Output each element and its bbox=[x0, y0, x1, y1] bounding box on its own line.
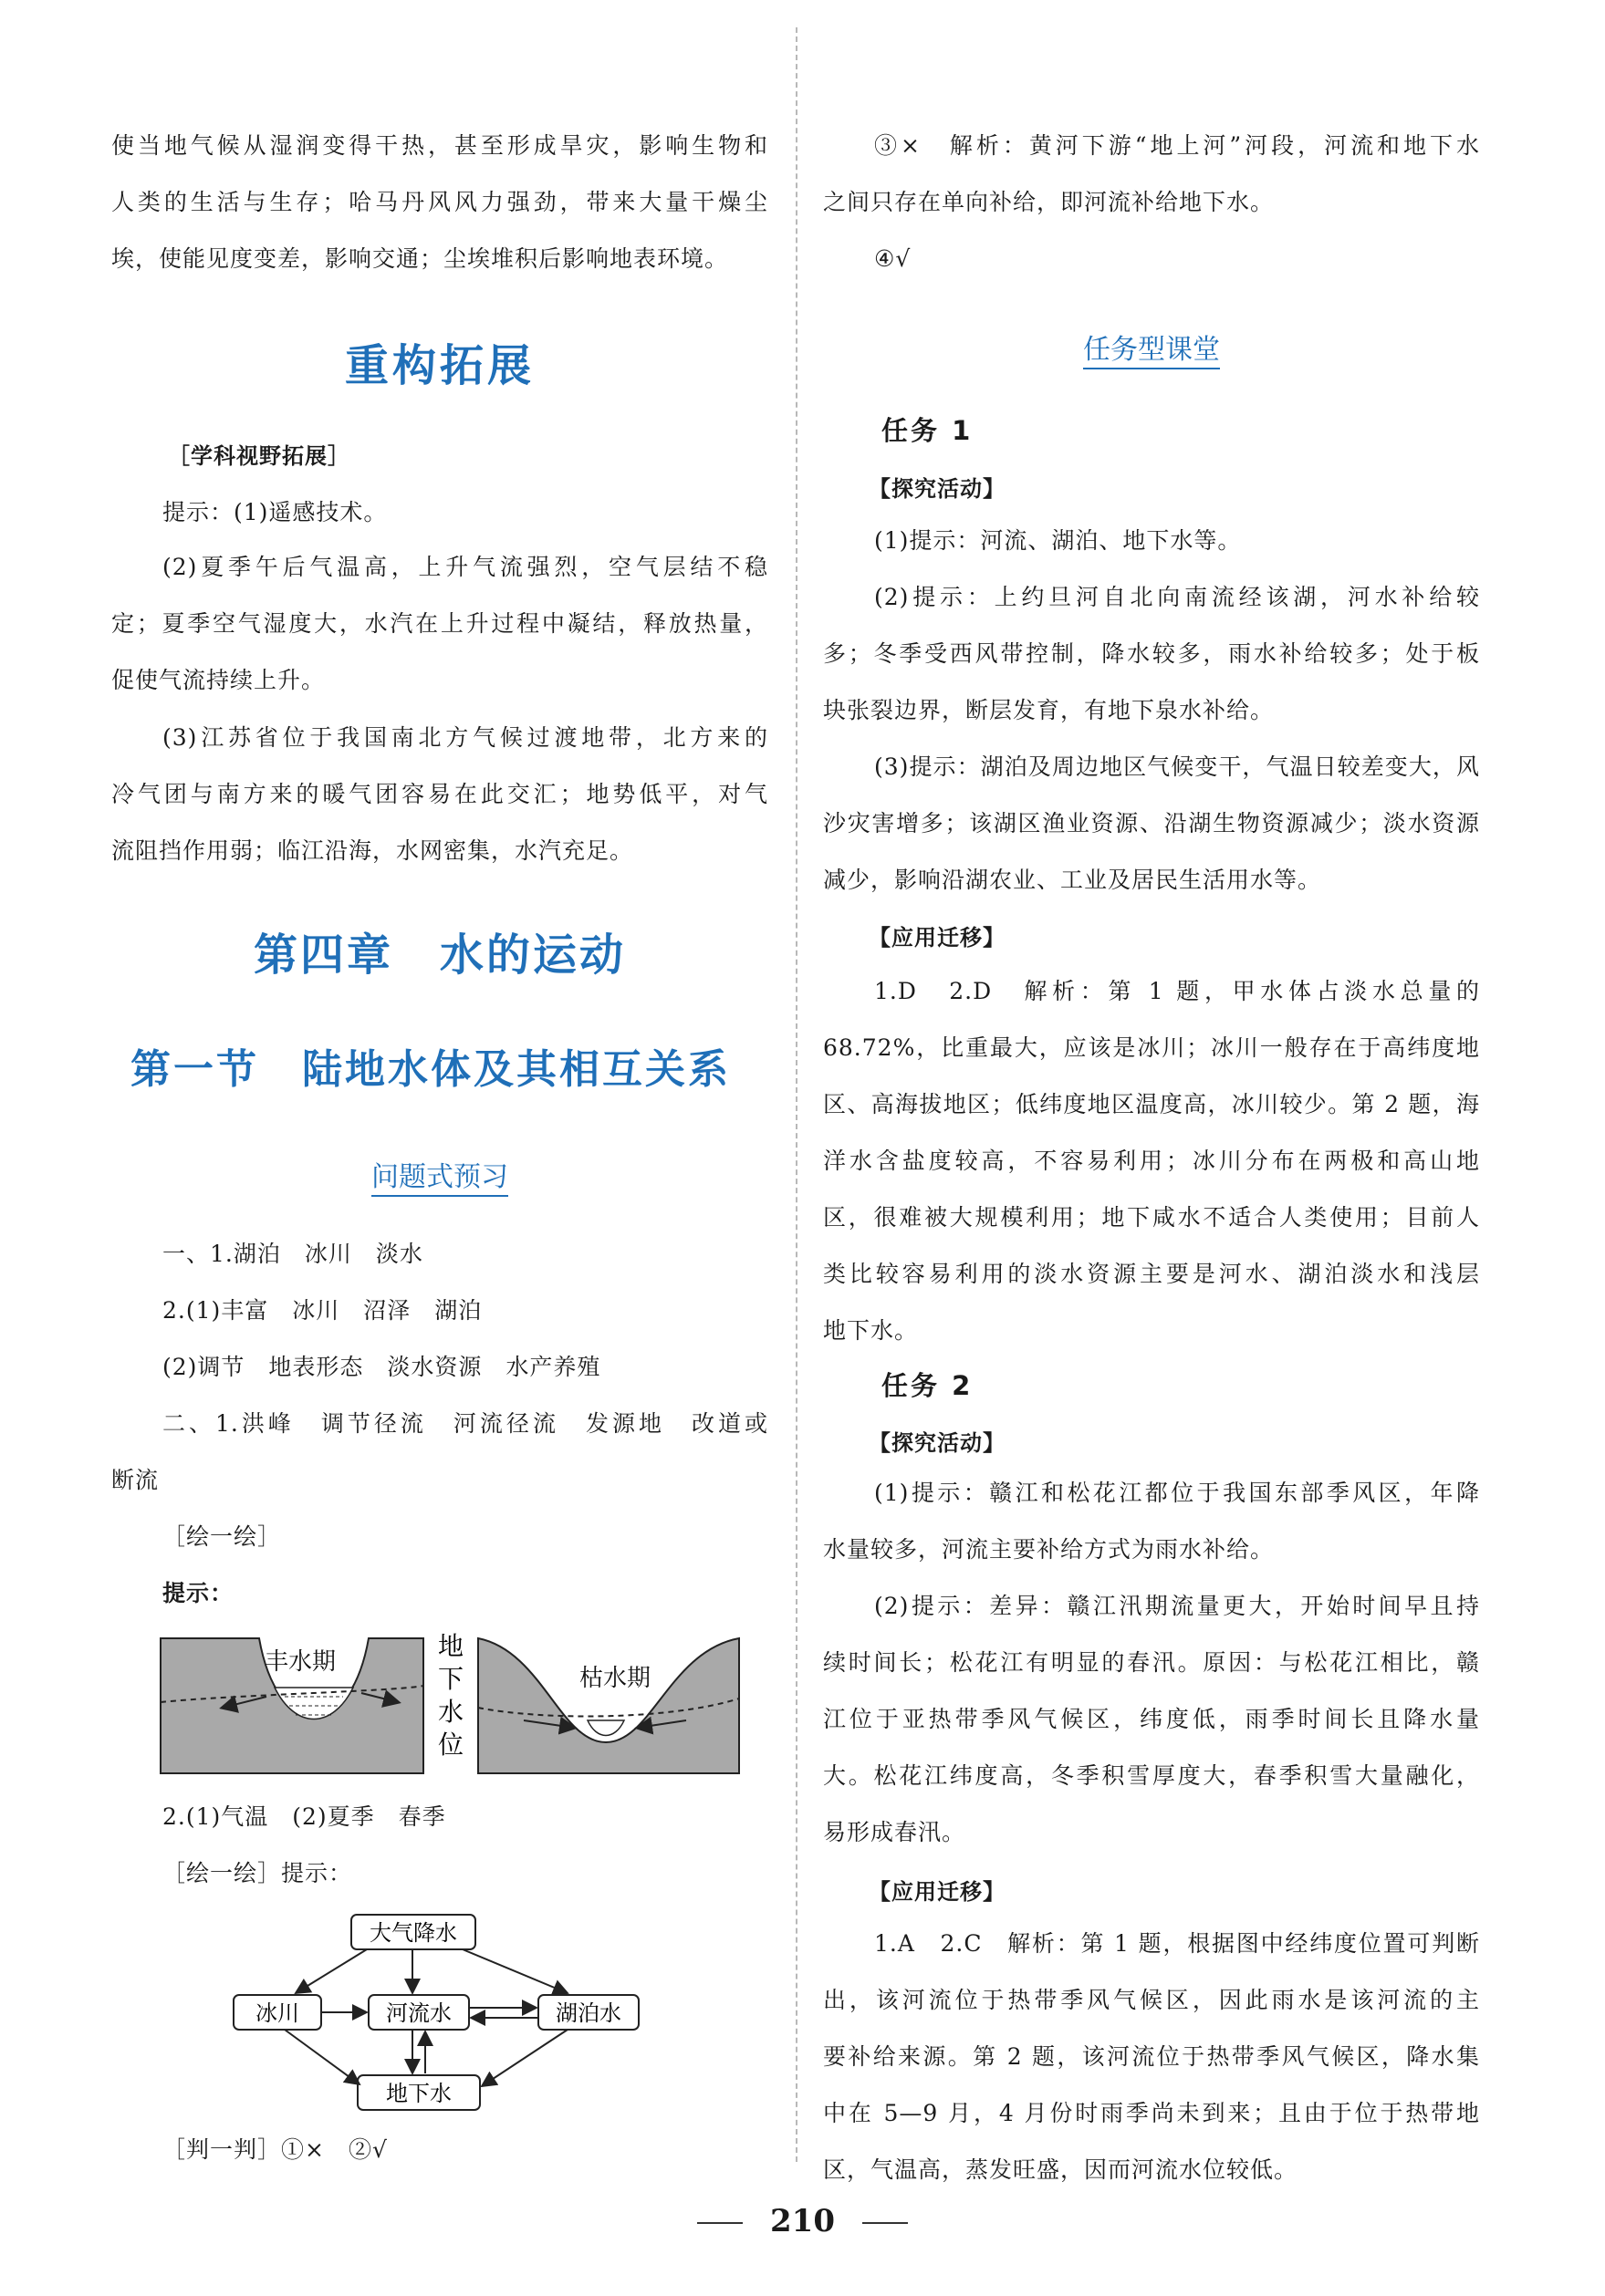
judge3-line-1: ③× 解析：黄河下游“地上河”河段，河流和地下水 bbox=[874, 132, 1480, 159]
t1-ans-line-5: 区，很难被大规模利用；地下咸水不适合人类使用；目前人 bbox=[823, 1204, 1480, 1231]
tip-1: 提示：(1)遥感技术。 bbox=[162, 499, 388, 525]
t2-p2-line-4: 大。松花江纬度高，冬季积雪厚度大，春季积雪大量融化， bbox=[823, 1762, 1480, 1789]
river-text: 河流水 bbox=[386, 2000, 452, 2026]
low-water-terrain bbox=[478, 1638, 739, 1773]
t1-ans-line-3: 区、高海拔地区；低纬度地区温度高，冰川较少。第 2 题，海 bbox=[823, 1091, 1480, 1117]
t2-ans-line-4: 中在 5—9 月，4 月份时雨季尚未到来；且由于位于热带地 bbox=[823, 2100, 1480, 2126]
groundwater-level-diagram bbox=[159, 1633, 743, 1779]
precipitation-text: 大气降水 bbox=[370, 1920, 457, 1946]
answer-2b: (2)调节 地表形态 淡水资源 水产养殖 bbox=[162, 1354, 601, 1380]
page-number bbox=[0, 2203, 1605, 2239]
t2-p2-line-2: 续时间长；松花江有明显的春汛。原因：与松花江相比，赣 bbox=[823, 1649, 1480, 1676]
para2-line-2: 定；夏季空气湿度大，水汽在上升过程中凝结，释放热量， bbox=[111, 610, 768, 637]
para2-line-3: 促使气流持续上升。 bbox=[111, 667, 326, 693]
t1-ans-line-6: 类比较容易利用的淡水资源主要是河水、湖泊淡水和浅层 bbox=[823, 1261, 1480, 1287]
low-water-label: 枯水期 bbox=[578, 1665, 651, 1692]
groundwater-level-char-1: 地 bbox=[437, 1633, 464, 1661]
t1-p3-line-3: 减少，影响沿湖农业、工业及居民生活用水等。 bbox=[823, 867, 1322, 893]
answer-3b: 断流 bbox=[111, 1467, 160, 1493]
answer-1: 一、1.湖泊 冰川 淡水 bbox=[162, 1241, 423, 1267]
page-number-dash-left bbox=[697, 2222, 743, 2224]
heading-chonggou: 重构拓展 bbox=[344, 340, 535, 391]
glacier-text: 冰川 bbox=[255, 2000, 299, 2026]
para2-line-1: (2)夏季午后气温高，上升气流强烈，空气层结不稳 bbox=[162, 554, 768, 580]
t1-p1: (1)提示：河流、湖泊、地下水等。 bbox=[874, 527, 1242, 554]
t2-p2-line-5: 易形成春汛。 bbox=[823, 1819, 966, 1845]
t1-p2-line-1: (2)提示：上约旦河自北向南流经该湖，河水补给较 bbox=[874, 584, 1480, 610]
tip-label: 提示： bbox=[162, 1580, 234, 1606]
chapter-title: 第四章 水的运动 bbox=[253, 930, 626, 981]
page-number-dash-right bbox=[862, 2222, 908, 2224]
t1-ans-line-7: 地下水。 bbox=[823, 1317, 919, 1344]
para3-line-3: 流阻挡作用弱；临江沿海，水网密集，水汽充足。 bbox=[111, 837, 634, 864]
page-number-text: 210 bbox=[770, 2203, 835, 2239]
t2-ans-line-5: 区，气温高，蒸发旺盛，因而河流水位较低。 bbox=[823, 2156, 1298, 2183]
task-1-title: 任务 1 bbox=[881, 415, 974, 446]
judge3-line-2: 之间只存在单向补给，即河流补给地下水。 bbox=[823, 189, 1275, 215]
intro-line-1: 使当地气候从湿润变得干热，甚至形成旱灾，影响生物和 bbox=[111, 132, 768, 159]
apply-label-1: 【应用迁移】 bbox=[869, 925, 1006, 951]
answer-4: 2.(1)气温 (2)夏季 春季 bbox=[162, 1803, 446, 1830]
judge-line: ［判一判］①× ②√ bbox=[162, 2136, 388, 2163]
t1-p3-line-2: 沙灾害增多；该湖区渔业资源、沿湖生物资源减少；淡水资源 bbox=[823, 810, 1480, 836]
intro-line-3: 埃，使能见度变差，影响交通；尘埃堆积后影响地表环境。 bbox=[111, 245, 729, 272]
explore-label-1: 【探究活动】 bbox=[869, 476, 1006, 502]
t2-p2-line-1: (2)提示：差异：赣江汛期流量更大，开始时间早且持 bbox=[874, 1593, 1480, 1619]
apply-label-2: 【应用迁移】 bbox=[869, 1879, 1006, 1905]
groundwater-text: 地下水 bbox=[386, 2081, 452, 2106]
t1-p3-line-1: (3)提示：湖泊及周边地区气候变干，气温日较差变大，风 bbox=[874, 753, 1480, 780]
draw-tip: ［绘一绘］提示： bbox=[162, 1860, 353, 1886]
t2-ans-line-2: 出，该河流位于热带季风气候区，因此雨水是该河流的主 bbox=[823, 1987, 1480, 2013]
t2-p1-line-2: 水量较多，河流主要补给方式为雨水补给。 bbox=[823, 1536, 1275, 1563]
t1-ans-line-1: 1.D 2.D 解析：第 1 题，甲水体占淡水总量的 bbox=[874, 978, 1480, 1004]
high-water-label: 丰水期 bbox=[264, 1648, 337, 1676]
judge4-line: ④√ bbox=[874, 245, 912, 272]
groundwater-level-char-4: 位 bbox=[437, 1730, 464, 1760]
para3-line-1: (3)江苏省位于我国南北方气候过渡地带，北方来的 bbox=[162, 724, 768, 751]
t2-ans-line-3: 要补给来源。第 2 题，该河流位于热带季风气候区，降水集 bbox=[823, 2043, 1480, 2070]
t2-p1-line-1: (1)提示：赣江和松花江都位于我国东部季风区，年降 bbox=[874, 1480, 1480, 1506]
answer-2: 2.(1)丰富 冰川 沼泽 湖泊 bbox=[162, 1297, 483, 1324]
t2-p2-line-3: 江位于亚热带季风气候区，纬度低，雨季时间长且降水量 bbox=[823, 1706, 1480, 1732]
lake-text: 湖泊水 bbox=[556, 2000, 621, 2026]
answer-3a: 二、1.洪峰 调节径流 河流径流 发源地 改道或 bbox=[162, 1410, 768, 1437]
draw-label: ［绘一绘］ bbox=[162, 1523, 282, 1550]
t1-p2-line-2: 多；冬季受西风带控制，降水较多，雨水补给较多；处于板 bbox=[823, 640, 1480, 667]
explore-label-2: 【探究活动】 bbox=[869, 1430, 1006, 1456]
preview-label: 问题式预习 bbox=[111, 1154, 768, 1194]
groundwater-level-char-2: 下 bbox=[437, 1664, 464, 1694]
task-section-label: 任务型课堂 bbox=[823, 327, 1480, 367]
section-title: 第一节 陆地水体及其相互关系 bbox=[130, 1046, 731, 1093]
water-body-relationship-diagram bbox=[230, 1911, 650, 2121]
task-2-title: 任务 2 bbox=[881, 1370, 974, 1401]
para3-line-2: 冷气团与南方来的暖气团容易在此交汇；地势低平，对气 bbox=[111, 781, 768, 807]
groundwater-level-char-3: 水 bbox=[437, 1697, 464, 1727]
t1-p2-line-3: 块张裂边界，断层发育，有地下泉水补给。 bbox=[823, 697, 1275, 723]
t2-ans-line-1: 1.A 2.C 解析：第 1 题，根据图中经纬度位置可判断 bbox=[874, 1930, 1480, 1957]
column-divider bbox=[796, 27, 797, 2162]
subject-bracket: ［学科视野拓展］ bbox=[168, 443, 350, 469]
t1-ans-line-2: 68.72%，比重最大，应该是冰川；冰川一般存在于高纬度地 bbox=[823, 1034, 1480, 1061]
t1-ans-line-4: 洋水含盐度较高，不容易利用；冰川分布在两极和高山地 bbox=[823, 1148, 1480, 1174]
intro-line-2: 人类的生活与生存；哈马丹风风力强劲，带来大量干燥尘 bbox=[111, 189, 768, 215]
